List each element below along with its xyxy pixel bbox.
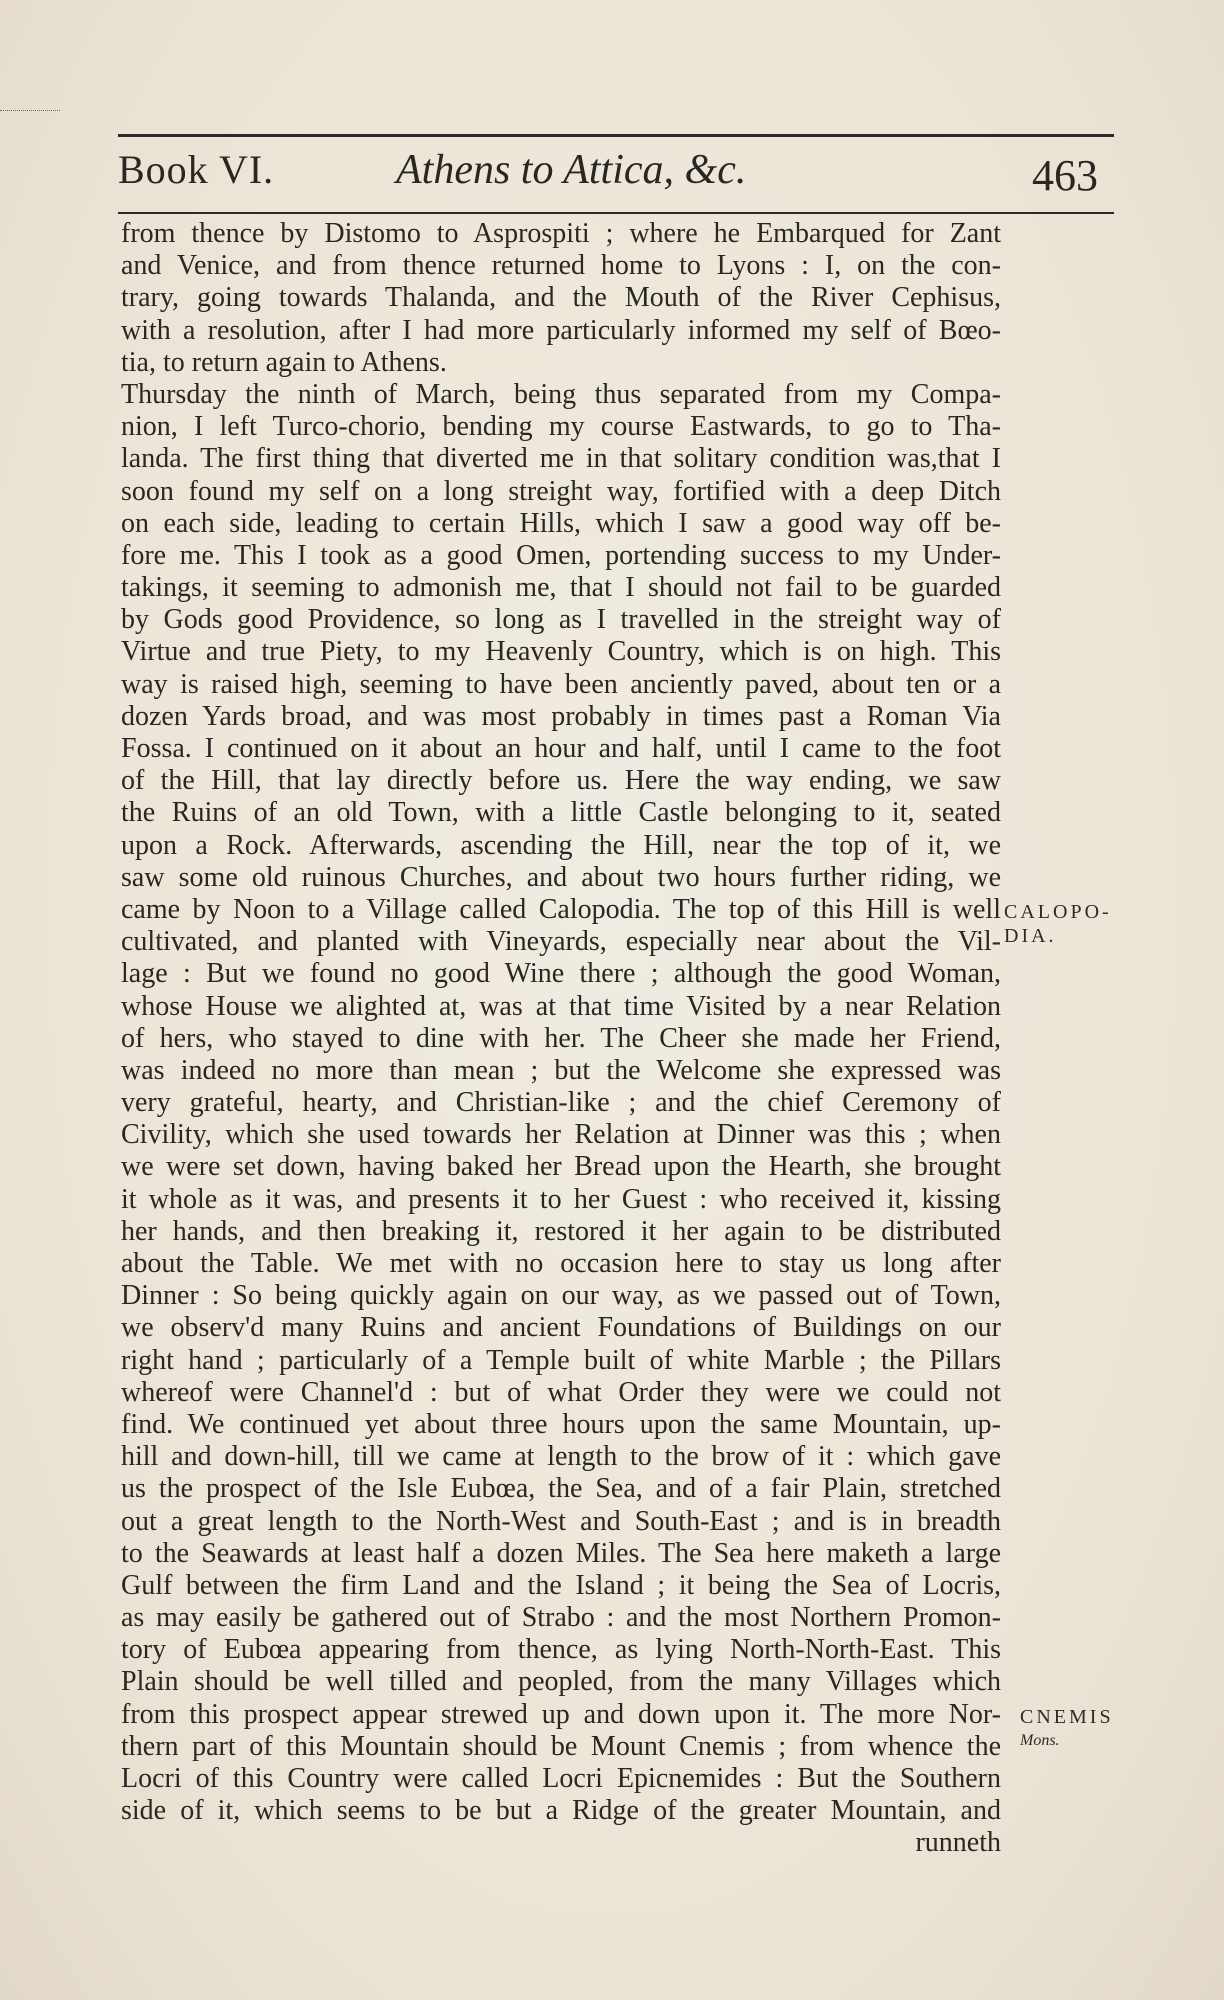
text-line: Plain should be well tilled and peopled, from the many Villages which <box>121 1666 1001 1698</box>
catchword: runneth <box>915 1827 1001 1859</box>
text-line: thern part of this Mountain should be Mount Cnemis ; from whence the <box>121 1730 1001 1762</box>
text-line: find. We continued yet about three hours upon the same Mountain, up- <box>121 1408 1001 1440</box>
text-line: upon a Rock. Afterwards, ascending the Hill, near the top of it, we <box>121 829 1001 861</box>
text-line: saw some old ruinous Churches, and about two hours further riding, we <box>121 861 1001 893</box>
header-top-rule <box>118 134 1114 137</box>
text-line: whereof were Channel'd : but of what Order they were we could not <box>121 1376 1001 1408</box>
text-line: Thursday the ninth of March, being thus separated from my Compa- <box>121 378 1001 410</box>
text-line: about the Table. We met with no occasion here to stay us long after <box>121 1248 1001 1279</box>
text-line: out a great length to the North-West and South-East ; and is in breadth <box>121 1505 1001 1537</box>
text-line: tory of Eubœa appearing from thence, as lying North-North-East. This <box>121 1634 1001 1666</box>
running-header <box>118 138 1108 210</box>
text-line: Gulf between the firm Land and the Island ; it being the Sea of Locris, <box>121 1569 1001 1601</box>
text-line: fore me. This I took as a good Omen, portending success to my Under- <box>121 539 1001 571</box>
text-line: it whole as it was, and presents it to her Guest : who received it, kissing <box>121 1183 1001 1215</box>
text-line: nion, I left Turco-chorio, bending my course Eastwards, to go to Tha- <box>121 411 1001 443</box>
text-line: on each side, leading to certain Hills, which I saw a good way off be- <box>121 507 1001 539</box>
text-line: and Venice, and from thence returned home to Lyons : I, on the con- <box>121 250 1001 282</box>
text-line: her hands, and then breaking it, restored it her again to be distributed <box>121 1215 1001 1247</box>
text-line: came by Noon to a Village called Calopodia. The top of this Hill is well <box>121 893 1001 925</box>
text-line: side of it, which seems to be but a Ridge of the greater Mountain, and <box>121 1795 1001 1827</box>
text-line: soon found my self on a long streight way, fortified with a deep Ditch <box>121 475 1001 507</box>
text-line: as may easily be gathered out of Strabo : and the most Northern Promon- <box>121 1602 1001 1634</box>
text-line: whose House we alighted at, was at that time Visited by a near Relation <box>121 990 1001 1022</box>
text-line: us the prospect of the Isle Eubœa, the Sea, and of a fair Plain, stretched <box>121 1473 1001 1505</box>
text-line: way is raised high, seeming to have been anciently paved, about ten or a <box>121 668 1001 700</box>
margin-speck <box>0 110 60 119</box>
text-line: by Gods good Providence, so long as I travelled in the streight way of <box>121 604 1001 636</box>
text-line: was indeed no more than mean ; but the Welcome she expressed was <box>121 1054 1001 1086</box>
text-line: we were set down, having baked her Bread upon the Hearth, she brought <box>121 1151 1001 1183</box>
text-line: tia, to return again to Athens. <box>121 346 447 378</box>
body-text <box>121 218 1001 1860</box>
text-line: from this prospect appear strewed up and down upon it. The more Nor- <box>121 1698 1001 1730</box>
margin-note-line: CNEMIS <box>1020 1706 1114 1728</box>
book-label: Book VI. <box>118 147 275 192</box>
text-line: we observ'd many Ruins and ancient Foundations of Buildings on our <box>121 1312 1001 1344</box>
text-line: Dinner : So being quickly again on our way, as we passed out of Town, <box>121 1280 1001 1312</box>
text-line: Virtue and true Piety, to my Heavenly Country, which is on high. This <box>121 636 1001 668</box>
running-title: Athens to Attica, &c. <box>396 147 747 193</box>
header-bottom-rule <box>118 212 1114 214</box>
text-line: Fossa. I continued on it about an hour and half, until I came to the foot <box>121 733 1001 764</box>
margin-note-cnemis <box>1020 1705 1114 1753</box>
text-line: of hers, who stayed to dine with her. The Cheer she made her Friend, <box>121 1022 1001 1054</box>
text-line: lage : But we found no good Wine there ; although the good Woman, <box>121 958 1001 990</box>
text-line: Locri of this Country were called Locri Epicnemides : But the Southern <box>121 1763 1001 1794</box>
text-line: of the Hill, that lay directly before us. Here the way ending, we saw <box>121 765 1001 797</box>
text-line: the Ruins of an old Town, with a little Castle belonging to it, seated <box>121 797 1001 829</box>
text-line: dozen Yards broad, and was most probably in times past a Roman Via <box>121 700 1001 732</box>
text-line: takings, it seeming to admonish me, that I should not fail to be guarded <box>121 572 1001 604</box>
text-line: Civility, which she used towards her Relation at Dinner was this ; when <box>121 1119 1001 1151</box>
text-line: hill and down-hill, till we came at length to the brow of it : which gave <box>121 1441 1001 1473</box>
text-line: right hand ; particularly of a Temple built of white Marble ; the Pillars <box>121 1344 1001 1376</box>
text-line: cultivated, and planted with Vineyards, especially near about the Vil- <box>121 926 1001 958</box>
margin-note-line: DIA. <box>1004 925 1057 947</box>
margin-note-line: CALOPO- <box>1004 901 1112 923</box>
text-line: trary, going towards Thalanda, and the Mouth of the River Cephisus, <box>121 282 1001 314</box>
margin-note-calopodia <box>1004 900 1112 948</box>
text-line: from thence by Distomo to Asprospiti ; where he Embarqued for Zant <box>121 218 1001 249</box>
page-number: 463 <box>1032 151 1098 200</box>
margin-note-sub: Mons. <box>1020 1732 1060 1749</box>
text-line: to the Seawards at least half a dozen Miles. The Sea here maketh a large <box>121 1537 1001 1569</box>
text-line: very grateful, hearty, and Christian-like ; and the chief Ceremony of <box>121 1087 1001 1119</box>
text-line: landa. The first thing that diverted me in that solitary condition was,that I <box>121 443 1001 475</box>
text-line: with a resolution, after I had more particularly informed my self of Bœo- <box>121 314 1001 346</box>
